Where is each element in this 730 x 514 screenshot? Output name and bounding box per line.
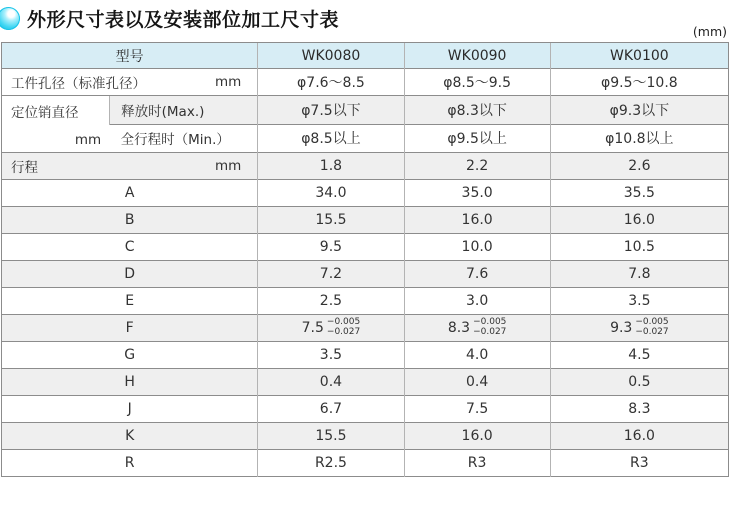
row-dim-A [2,180,729,207]
value-cell: φ8.3以下 [404,96,550,125]
column-header-model: 型号 [2,43,258,69]
value-main: 8.3 [447,320,471,336]
bullet-icon [0,7,20,30]
row-label-text: 定位销直径 [11,105,79,121]
value-cell: 10.5 [550,234,728,261]
row-dim-E [2,288,729,315]
sub-row-label-full-stroke: 全行程时（Min.） [110,124,258,153]
value-cell: 16.0 [404,207,550,234]
dim-label: A [2,180,258,207]
column-header-wk0080: WK0080 [258,43,404,69]
value-cell-with-tolerance [404,315,550,342]
row-dim-G [2,342,729,369]
row-label-text: 行程 [11,160,38,176]
value-cell: φ10.8以上 [550,124,728,153]
column-header-wk0090: WK0090 [404,43,550,69]
dim-label: R [2,450,258,477]
row-dim-B [2,207,729,234]
page-title: 外形尺寸表以及安装部位加工尺寸表 [27,8,340,31]
value-cell: 9.5 [258,234,404,261]
value-cell: 35.0 [404,180,550,207]
row-dim-C [2,234,729,261]
value-cell: 8.3 [550,396,728,423]
tolerance-upper: −0.005 [635,316,669,327]
dim-label: G [2,342,258,369]
value-cell: 10.0 [404,234,550,261]
value-cell: 2.2 [404,153,550,180]
row-label-pin-diameter [2,96,110,153]
value-cell: 1.8 [258,153,404,180]
value-cell: 16.0 [550,423,728,450]
value-cell: 3.5 [258,342,404,369]
value-cell: 16.0 [404,423,550,450]
value-cell: φ8.5以上 [258,124,404,153]
row-pin-diameter-max [2,96,729,125]
value-cell: 15.5 [258,207,404,234]
value-cell: 7.8 [550,261,728,288]
dim-label: F [2,315,258,342]
value-cell: 7.6 [404,261,550,288]
dim-label: H [2,369,258,396]
dimension-table [1,42,729,477]
tolerance-stack [327,317,360,338]
sub-row-label-released: 释放时(Max.) [110,96,258,125]
dim-label: K [2,423,258,450]
row-unit-label: mm [74,132,102,148]
value-cell: 15.5 [258,423,404,450]
value-cell: 34.0 [258,180,404,207]
tolerance-lower: −0.027 [635,327,669,337]
value-cell: 35.5 [550,180,728,207]
row-dim-R [2,450,729,477]
dim-label: E [2,288,258,315]
value-cell: 7.5 [404,396,550,423]
row-unit-label: mm [215,158,242,174]
value-cell: 3.5 [550,288,728,315]
value-cell: 7.2 [258,261,404,288]
tolerance-stack [635,317,668,338]
value-main: 9.3 [610,320,633,336]
value-cell-with-tolerance [550,315,728,342]
row-dim-D [2,261,729,288]
tolerance-lower: −0.027 [473,327,507,337]
value-cell: φ9.3以下 [550,96,728,125]
row-label-workpiece-bore [2,69,258,96]
tolerance-upper: −0.005 [326,316,361,327]
row-dim-H [2,369,729,396]
value-cell: 6.7 [258,396,404,423]
value-cell: φ8.5～9.5 [404,69,550,96]
tolerance-upper: −0.005 [473,316,507,327]
row-pin-diameter-min [2,124,729,153]
row-unit-label: mm [215,74,242,90]
row-stroke [2,153,729,180]
tolerance-lower: −0.027 [326,327,361,337]
value-cell: 4.0 [404,342,550,369]
row-label-text: 工件孔径（标准孔径） [11,76,146,92]
value-cell: 2.5 [258,288,404,315]
table-header-row [2,43,729,69]
value-main: 7.5 [301,320,324,336]
column-header-wk0100: WK0100 [550,43,728,69]
value-cell: φ7.6～8.5 [258,69,404,96]
value-cell: φ7.5以下 [258,96,404,125]
value-cell: 2.6 [550,153,728,180]
unit-note: (mm) [692,24,727,39]
tolerance-stack [473,317,506,338]
value-cell-with-tolerance [258,315,404,342]
value-cell: R3 [404,450,550,477]
row-label-stroke [2,153,258,180]
row-dim-J [2,396,729,423]
dim-label: C [2,234,258,261]
value-cell: R2.5 [258,450,404,477]
row-dim-F [2,315,729,342]
dim-label: D [2,261,258,288]
dim-label: B [2,207,258,234]
value-cell: R3 [550,450,728,477]
dim-label: J [2,396,258,423]
value-cell: φ9.5以上 [404,124,550,153]
value-cell: 0.4 [258,369,404,396]
value-cell: 4.5 [550,342,728,369]
row-dim-K [2,423,729,450]
value-cell: 0.5 [550,369,728,396]
value-cell: 16.0 [550,207,728,234]
value-cell: 0.4 [404,369,550,396]
section-header [0,0,730,36]
value-cell: φ9.5～10.8 [550,69,728,96]
row-workpiece-bore [2,69,729,96]
value-cell: 3.0 [404,288,550,315]
